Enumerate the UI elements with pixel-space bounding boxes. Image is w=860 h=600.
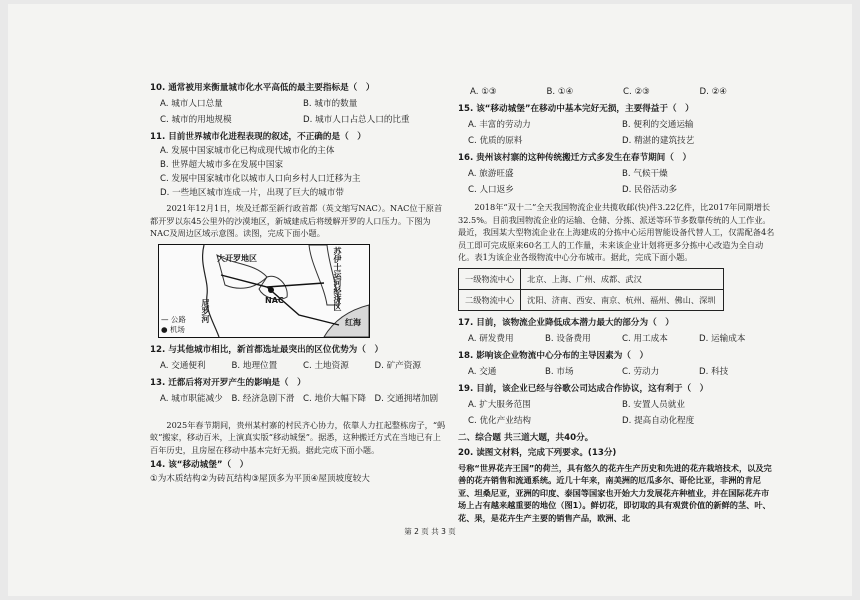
airport-marker <box>268 287 274 293</box>
q16-option-a[interactable]: A. 旅游旺盛 <box>468 169 514 179</box>
q10-options <box>160 96 446 128</box>
q19-option-b[interactable]: B. 安置人员就业 <box>622 399 685 410</box>
q12-option-a[interactable]: A. 交通便利 <box>160 360 206 371</box>
q15-option-a[interactable]: A. 丰富的劳动力 <box>468 120 531 130</box>
q10-option-c[interactable]: C. 城市的用地规模 <box>160 115 232 125</box>
legend-road: — 公路 <box>161 314 186 324</box>
q17-option-a[interactable]: A. 研发费用 <box>468 333 514 344</box>
q17-option-c[interactable]: C. 用工成本 <box>622 333 668 344</box>
q19-option-a[interactable]: A. 扩大服务范围 <box>468 399 531 410</box>
q12-options <box>160 358 446 374</box>
table-header-cell: 一级物流中心 <box>459 268 521 289</box>
q18-option-a[interactable]: A. 交通 <box>468 366 497 377</box>
q20-stem: 20. 读图文材料，完成下列要求。(13分) <box>458 447 617 458</box>
section-2-heading: 二、综合题 共三道大题，共40分。 <box>458 432 594 443</box>
q14-items: ①为木质结构②为砖瓦结构③屋顶多为平顶④屋顶坡度较大 <box>150 474 370 484</box>
q18-stem: 18. 影响该企业物流中心分布的主导因素为（ ） <box>458 350 649 361</box>
q14-option-c[interactable]: C. ②③ <box>623 87 650 97</box>
q18-option-b[interactable]: B. 市场 <box>545 366 574 377</box>
map-label-nile: 尼罗河 <box>201 298 210 323</box>
q11-option-c[interactable]: C. 发展中国家城市化以城市人口向乡村人口迁移为主 <box>160 174 361 184</box>
q13-option-d[interactable]: D. 交通拥堵加剧 <box>374 393 439 404</box>
q16-options <box>468 166 776 198</box>
table-cell: 沈阳、济南、西安、南京、杭州、福州、佛山、深圳 <box>521 289 724 310</box>
nac-map <box>158 244 370 338</box>
right-column <box>458 82 776 527</box>
q13-option-a[interactable]: A. 城市职能减少 <box>160 393 223 404</box>
q17-stem: 17. 目前，该物流企业降低成本潜力最大的部分为（ ） <box>458 317 674 328</box>
q14-options <box>470 84 776 100</box>
q17-option-d[interactable]: D. 运输成本 <box>699 333 746 344</box>
q15-option-c[interactable]: C. 优质的原料 <box>468 136 523 146</box>
q17-options <box>468 331 776 347</box>
q15-stem: 15. 该“移动城堡”在移动中基本完好无损，主要得益于（ ） <box>458 104 694 114</box>
page-footer: 第 2 页 共 3 页 <box>404 527 456 536</box>
map-label-cairo: 大开罗地区 <box>217 253 257 263</box>
map-label-suez: 苏伊士运河经济区 <box>333 246 342 311</box>
table-row <box>459 268 724 289</box>
legend-airport: ● 机场 <box>161 324 185 334</box>
q18-option-d[interactable]: D. 科技 <box>699 366 729 377</box>
q13-option-c[interactable]: C. 地价大幅下降 <box>303 393 367 404</box>
exam-page <box>8 4 852 596</box>
q12-option-c[interactable]: C. 土地资源 <box>303 360 349 371</box>
q12-stem: 12. 与其他城市相比，新首都选址最突出的区位优势为（ ） <box>150 344 384 355</box>
logistics-table <box>458 268 724 311</box>
q16-option-d[interactable]: D. 民俗活动多 <box>622 185 678 195</box>
q11-option-a[interactable]: A. 发展中国家城市化已构成现代城市化的主体 <box>160 146 335 156</box>
map-label-redsea: 红海 <box>345 317 361 327</box>
q11-option-d[interactable]: D. 一些地区城市连成一片，出现了巨大的城市带 <box>160 188 344 198</box>
q18-options <box>468 364 776 380</box>
q10-option-d[interactable]: D. 城市人口占总人口的比重 <box>303 115 410 125</box>
left-column <box>150 82 446 487</box>
q10-stem: 10. 通常被用来衡量城市化水平高低的最主要指标是（ ） <box>150 83 375 93</box>
q12-option-b[interactable]: B. 地理位置 <box>231 360 278 371</box>
map-legend <box>161 315 186 335</box>
q13-option-b[interactable]: B. 经济急剧下滑 <box>231 393 295 404</box>
q11-options <box>160 145 446 199</box>
move-castle-intro: 2025年春节期间，贵州某村寨的村民齐心协力，依靠人力扛起整栋房子，“蚂蚁”搬家，移动百米，上演真实版“移动城堡”。据悉，这种搬迁方式在当地已有上百年历史，且房屋在移动中基本完好无损。据此完成下面小题。 <box>150 419 446 455</box>
q11-stem: 11. 目前世界城市化进程表现的叙述，不正确的是（ ） <box>150 132 366 142</box>
nac-intro: 2021年12月1日，埃及迁都至新行政首都（英文缩写NAC）。NAC位于原首都开罗以东45公里外的沙漠地区，新城建成后将缓解开罗的人口压力。下图为NAC及周边区域示意图。读图，完成下面小题。 <box>150 203 443 238</box>
q15-option-d[interactable]: D. 精湛的建筑技艺 <box>622 136 695 146</box>
q15-option-b[interactable]: B. 便利的交通运输 <box>622 120 694 130</box>
table-row <box>459 289 724 310</box>
q16-option-c[interactable]: C. 人口返乡 <box>468 185 514 195</box>
q15-options <box>468 117 776 149</box>
q19-options <box>468 397 776 429</box>
q14-stem: 14. 该“移动城堡”（ ） <box>150 460 249 470</box>
q19-stem: 19. 目前，该企业已经与谷歌公司达成合作协议，这有利于（ ） <box>458 383 709 394</box>
q10-option-b[interactable]: B. 城市的数量 <box>303 99 358 109</box>
q13-stem: 13. 迁都后将对开罗产生的影响是（ ） <box>150 377 306 388</box>
q14-option-b[interactable]: B. ①④ <box>546 87 574 97</box>
q14-option-a[interactable]: A. ①③ <box>470 87 497 97</box>
q13-options <box>160 391 446 407</box>
q19-option-d[interactable]: D. 提高自动化程度 <box>622 415 695 426</box>
logistics-intro: 2018年“双十二”全天我国物流企业共揽收邮(快)件3.22亿件，比2017年同期增长32.5%。目前我国物流企业的运输、仓储、分拣、派送等环节多数靠传统的人工作业。最近，我国某大型物流企业在上海建成的分拣中心运用智能设备代替人工，仅需配备4名员工即可完成原来60名工人的工作量，未来该企业计划将更多分拣中心改造为全自动化。表1为该企业各级物流中心分布城市。据此，完成下面小题。 <box>458 202 775 262</box>
q11-option-b[interactable]: B. 世界超大城市多在发展中国家 <box>160 160 284 170</box>
road-line <box>221 275 324 287</box>
q12-option-d[interactable]: D. 矿产资源 <box>374 360 421 371</box>
q14-option-d[interactable]: D. ②④ <box>699 87 727 97</box>
q10-option-a[interactable]: A. 城市人口总量 <box>160 99 223 109</box>
q18-option-c[interactable]: C. 劳动力 <box>622 366 660 377</box>
q19-option-c[interactable]: C. 优化产业结构 <box>468 415 532 426</box>
q16-option-b[interactable]: B. 气候干燥 <box>622 169 668 179</box>
q16-stem: 16. 贵州该村寨的这种传统搬迁方式多发生在春节期间（ ） <box>458 153 692 163</box>
q17-option-b[interactable]: B. 设备费用 <box>545 333 591 344</box>
table-header-cell: 二级物流中心 <box>459 289 521 310</box>
q20-material: 号称“世界花卉王国”的荷兰，具有悠久的花卉生产历史和先进的花卉栽培技术，以及完善的花卉销售和流通系统。近几十年来，南美洲的厄瓜多尔、哥伦比亚，非洲的肯尼亚、坦桑尼亚，亚洲的印度、泰国等国家也开始大力发展花卉种植业，并在国际花卉市场上占有越来越重要的地位（图1）。鲜切花，即切取的具有观赏价值的新鲜的茎、叶、花、果，是花卉生产主要的销售产品，欧洲、北 <box>458 462 772 523</box>
map-label-nac: NAC <box>265 295 284 305</box>
table-cell: 北京、上海、广州、成都、武汉 <box>521 268 724 289</box>
